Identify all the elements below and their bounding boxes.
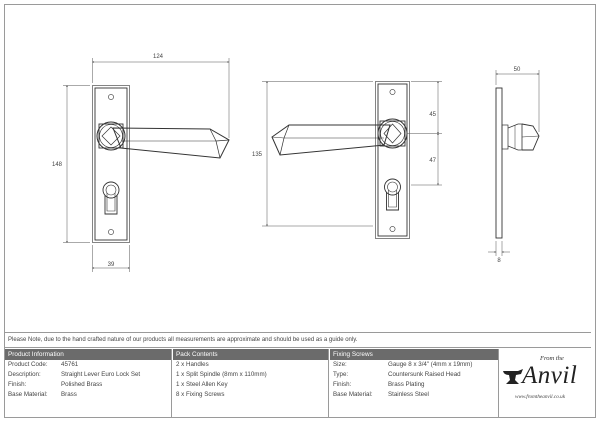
info-key: Base Material: bbox=[333, 391, 373, 398]
anvil-icon bbox=[502, 368, 524, 386]
info-row bbox=[5, 370, 171, 380]
dimension-50: 50 bbox=[513, 67, 521, 73]
pack-item: 2 x Handles bbox=[176, 361, 209, 368]
front-view-handle bbox=[93, 86, 230, 243]
dimension-135: 135 bbox=[251, 152, 262, 158]
measurement-note: Please Note, due to the hand crafted nature of our products all measurements are approximate and should be used as a guide only. bbox=[5, 332, 591, 348]
logo-anvil-text: Anvil bbox=[522, 362, 578, 389]
dimension-148: 148 bbox=[51, 162, 62, 168]
info-value: Straight Lever Euro Lock Set bbox=[61, 371, 141, 378]
column-divider bbox=[328, 349, 329, 417]
info-row bbox=[330, 370, 498, 380]
pack-item: 8 x Fixing Screws bbox=[176, 391, 225, 398]
pack-item: 1 x Steel Allen Key bbox=[176, 381, 228, 388]
info-value: Brass bbox=[61, 391, 77, 398]
info-key: Finish: bbox=[8, 381, 27, 388]
dimension-8: 8 bbox=[497, 258, 501, 264]
dimension-124: 124 bbox=[152, 54, 164, 60]
info-value: Stainless Steel bbox=[388, 391, 429, 398]
info-key: Finish: bbox=[333, 381, 352, 388]
pack-contents-panel bbox=[173, 349, 328, 417]
info-key: Product Code: bbox=[8, 361, 48, 368]
info-value: Polished Brass bbox=[61, 381, 103, 388]
info-key: Description: bbox=[8, 371, 41, 378]
info-row bbox=[5, 390, 171, 400]
info-value: Gauge 8 x 3/4" (4mm x 19mm) bbox=[388, 361, 473, 368]
info-row bbox=[5, 380, 171, 390]
info-key: Size: bbox=[333, 361, 347, 368]
info-key: Type: bbox=[333, 371, 349, 378]
logo-url: www.fromtheanvil.co.uk bbox=[515, 394, 565, 400]
dimension-39: 39 bbox=[107, 262, 115, 268]
pack-item: 1 x Split Spindle (8mm x 110mm) bbox=[176, 371, 267, 378]
fixing-screws-header: Fixing Screws bbox=[330, 349, 498, 360]
info-value: Brass Plating bbox=[388, 381, 425, 388]
product-information-header: Product Information bbox=[5, 349, 171, 360]
from-the-anvil-logo bbox=[500, 352, 594, 416]
rear-view-handle bbox=[272, 82, 410, 239]
info-value: Countersunk Raised Head bbox=[388, 371, 461, 378]
info-row bbox=[330, 380, 498, 390]
fixing-screws-panel bbox=[330, 349, 498, 417]
front-view-dimensions bbox=[63, 58, 229, 272]
product-information-panel bbox=[5, 349, 171, 417]
side-view-handle bbox=[496, 88, 539, 238]
info-key: Base Material: bbox=[8, 391, 48, 398]
logo-from-text: From the bbox=[540, 355, 564, 362]
pack-contents-header: Pack Contents bbox=[173, 349, 328, 360]
info-row bbox=[5, 360, 171, 370]
column-divider bbox=[171, 349, 172, 417]
info-value: 45761 bbox=[61, 361, 79, 368]
column-divider bbox=[498, 349, 499, 417]
dimension-45: 45 bbox=[429, 112, 436, 118]
info-row bbox=[330, 390, 498, 400]
dimension-47: 47 bbox=[429, 158, 436, 164]
info-row bbox=[330, 360, 498, 370]
